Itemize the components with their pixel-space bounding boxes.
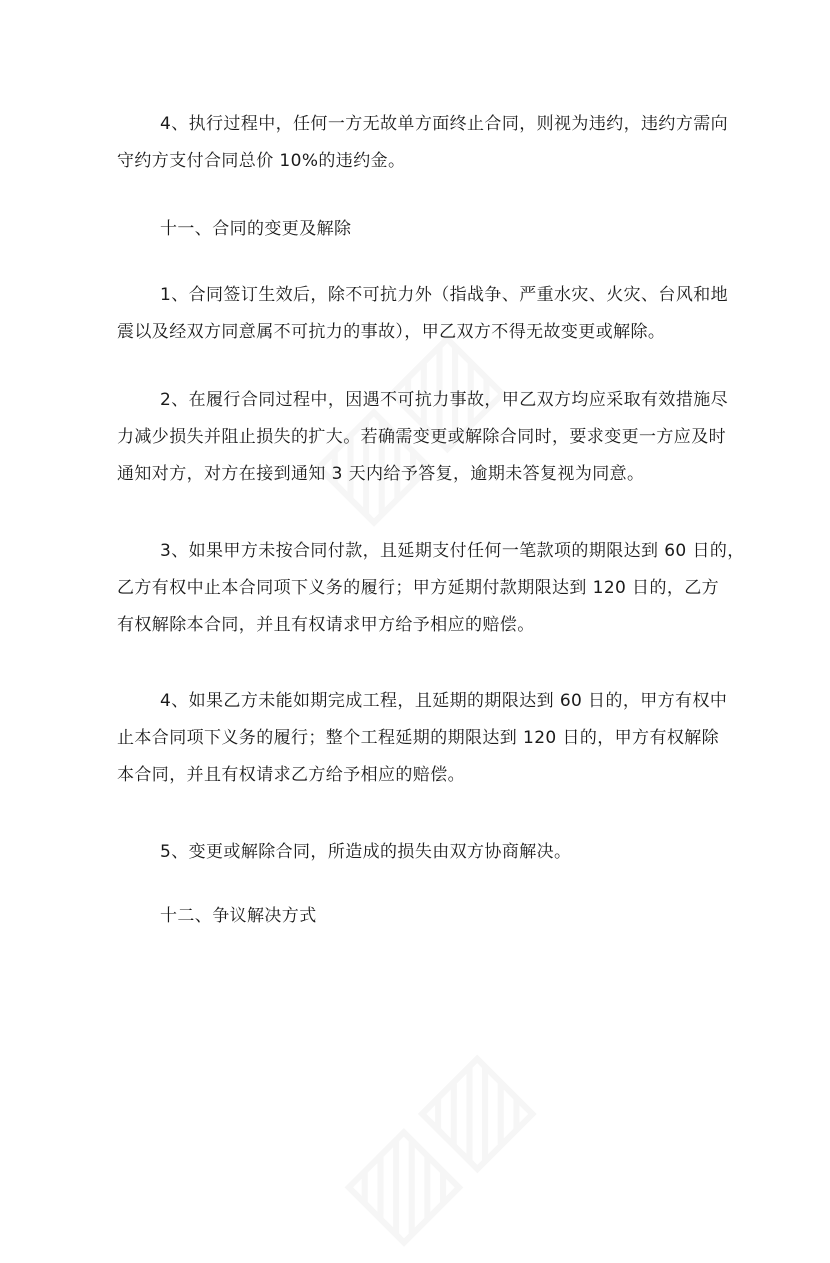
text-line: 本合同，并且有权请求乙方给予相应的赔偿。 xyxy=(117,765,465,785)
text-line: 3、如果甲方未按合同付款，且延期支付任何一笔款项的期限达到 60 日的， xyxy=(160,541,745,561)
clause-paragraph xyxy=(117,683,728,794)
text-line: 4、执行过程中，任何一方无故单方面终止合同，则视为违约，违约方需向 xyxy=(160,114,729,134)
text-line: 力减少损失并阻止损失的扩大。若确需变更或解除合同时，要求变更一方应及时 xyxy=(117,427,726,447)
text-line: 震以及经双方同意属不可抗力的事故），甲乙双方不得无故变更或解除。 xyxy=(117,322,666,342)
text-line: 有权解除本合同，并且有权请求甲方给予相应的赔偿。 xyxy=(117,615,535,635)
text-line: 守约方支付合同总价 10%的违约金。 xyxy=(117,151,406,171)
section-heading: 十二、争议解决方式 xyxy=(160,906,317,926)
watermark-mark xyxy=(315,1025,552,1262)
clause-paragraph xyxy=(117,277,729,351)
text-line: 5、变更或解除合同，所造成的损失由双方协商解决。 xyxy=(160,842,572,862)
clause-paragraph xyxy=(117,382,729,493)
text-line: 止本合同项下义务的履行；整个工程延期的期限达到 120 日的，甲方有权解除 xyxy=(117,728,720,748)
clause-paragraph xyxy=(117,533,745,644)
clause-paragraph xyxy=(160,834,720,871)
text-line: 2、在履行合同过程中，因遇不可抗力事故，甲乙双方均应采取有效措施尽 xyxy=(160,390,729,410)
text-line: 1、合同签订生效后，除不可抗力外（指战争、严重水灾、火灾、台风和地 xyxy=(160,285,729,305)
section-heading: 十一、合同的变更及解除 xyxy=(160,219,352,239)
text-line: 乙方有权中止本合同项下义务的履行；甲方延期付款期限达到 120 日的，乙方 xyxy=(117,578,720,598)
text-line: 通知对方，对方在接到通知 3 天内给予答复，逾期未答复视为同意。 xyxy=(117,464,645,484)
clause-paragraph xyxy=(117,106,729,180)
text-line: 4、如果乙方未能如期完成工程，且延期的期限达到 60 日的，甲方有权中 xyxy=(160,691,728,711)
